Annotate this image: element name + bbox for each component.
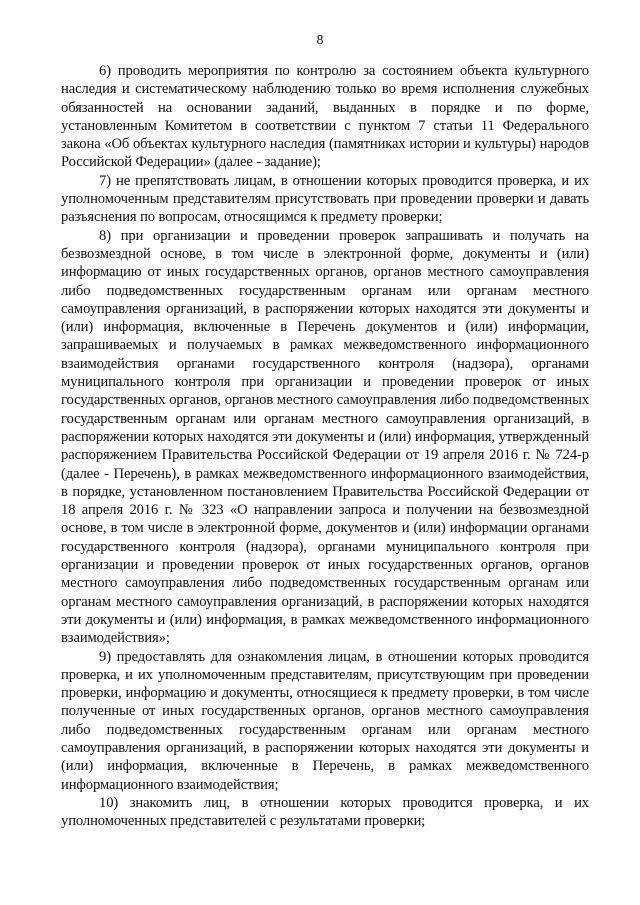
page-number: 8 [316, 33, 324, 48]
paragraph-item-8: 8) при организации и проведении проверок запрашивать и получать на безвозмездной основе, в том числе в электронной форме, документы и (или) информацию от иных государственных органов, органов местного самоуправления либо подведомственных государственным органам или органам местного самоуправления организаций, в распоряжении которых находятся эти документы и (или) информация, включенные в Перечень документов и (или) информации, запрашиваемых и получаемых в рамках межведомственного информационного взаимодействия органами государственного контроля (надзора), органами муниципального контроля при организации и проведении проверок от иных государственных органов, органов местного самоуправления либо подведомственных государственным органам или органам местного самоуправления организаций, в распоряжении которых находятся эти документы и (или) информация, утвержденный распоряжением Правительства Российской Федерации от 19 апреля 2016 г. № 724-р (далее - Перечень), в рамках межведомственного информационного взаимодействия, в порядке, установленном постановлением Правительства Российской Федерации от 18 апреля 2016 г. № 323 «О направлении запроса и получении на безвозмездной основе, в том числе в электронной форме, документов и (или) информации органами государственного контроля (надзора), органами муниципального контроля при организации и проведении проверок от иных государственных органов, органов местного самоуправления либо подведомственных государственным органам или органам местного самоуправления организаций, в распоряжении которых находятся эти документы и (или) информация, в рамках межведомственного информационного взаимодействия»; [61, 227, 589, 647]
paragraph-item-7: 7) не препятствовать лицам, в отношении которых проводится проверка, и их уполномоченным представителям присутствовать при проведении проверки и давать разъяснения по вопросам, относящимся к предмету проверки; [61, 172, 589, 226]
paragraph-item-9: 9) предоставлять для ознакомления лицам, в отношении которых проводится проверка, и их уполномоченным представителям, присутствующим при проведении проверки, информацию и документы, относящиеся к предмету проверки, в том числе полученные от иных государственных органов, органов местного самоуправления либо подведомственных государственным органам или органам местного самоуправления организаций, в распоряжении которых находятся эти документы и (или) информация, включенные в Перечень, в рамках межведомственного информационного взаимодействия; [61, 648, 589, 793]
paragraph-item-10: 10) знакомить лиц, в отношении которых проводится проверка, и их уполномоченных представителей с результатами проверки; [61, 794, 589, 830]
paragraph-item-6: 6) проводить мероприятия по контролю за состоянием объекта культурного наследия и систематическому наблюдению только во время исполнения служебных обязанностей на основании заданий, выданных в порядке и по форме, установленным Комитетом в соответствии с пунктом 7 статьи 11 Федерального закона «Об объектах культурного наследия (памятниках истории и культуры) народов Российской Федерации» (далее - задание); [61, 63, 589, 171]
document-body [61, 62, 589, 830]
